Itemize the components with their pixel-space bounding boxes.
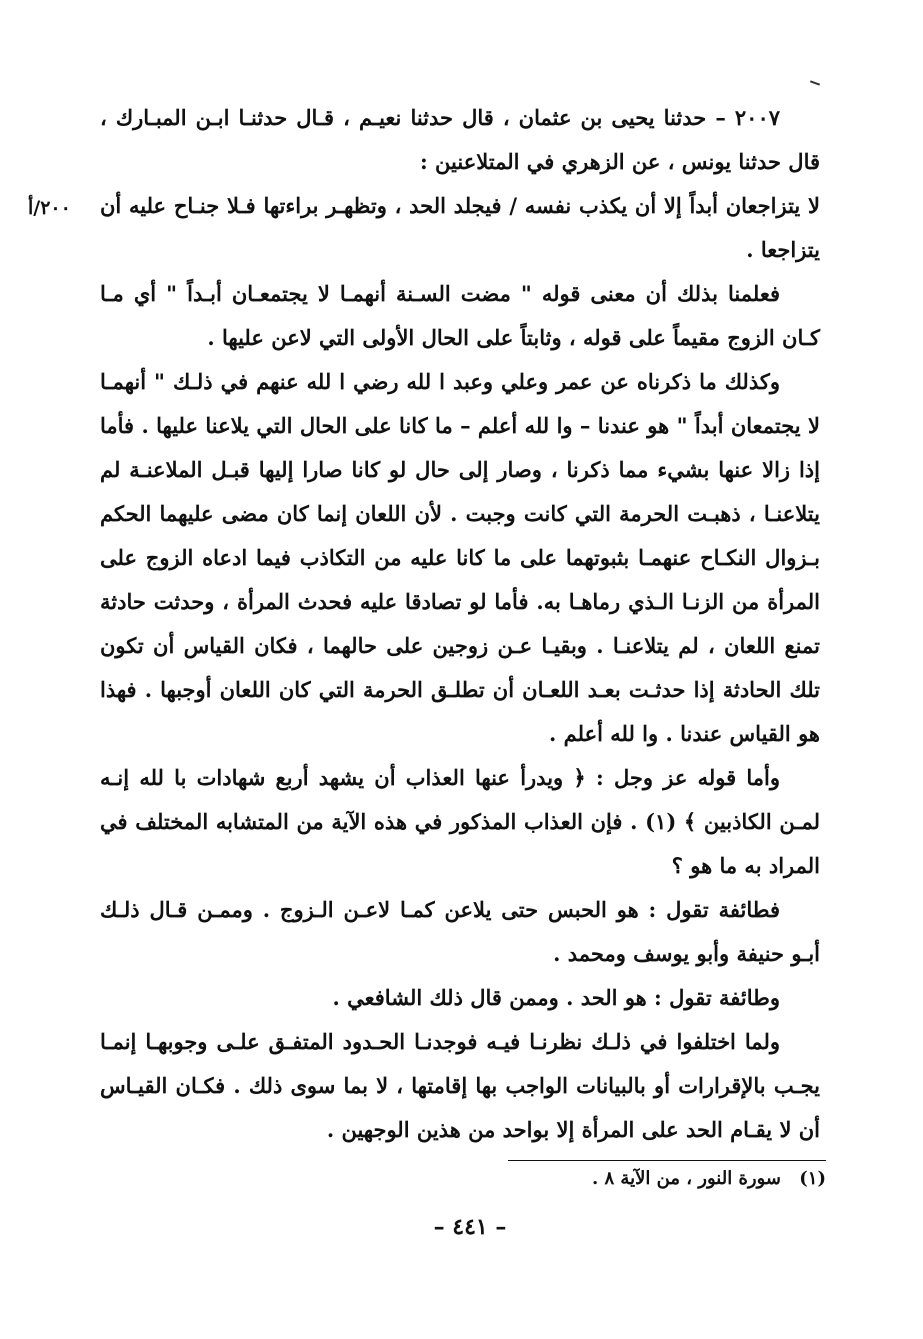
scan-mark xyxy=(810,80,820,85)
paragraph-text: فطائفة تقول : هو الحبس حتى يلاعن كمـا لاعـن الـزوج . وممـن قـال ذلـك أبـو حنيفة وأبو يوسف ومحمد . xyxy=(100,897,820,966)
footnote xyxy=(420,1164,826,1194)
page-number: – ٤٤١ – xyxy=(433,1214,507,1240)
footnote-divider xyxy=(508,1160,826,1161)
paragraph-text: ولما اختلفوا في ذلـك نظرنـا فيـه فوجدنـا الحـدود المتفـق علـى وجوبهـا إنمـا يجـب بالإقرارات أو بالبيانات الواجب بها إقامتها ، لا بما سوى ذلك . فكـان القيـاس أن لا يقـام الحد على المرأة إلا بواحد من هذين الوجهين . xyxy=(100,1029,820,1142)
paragraph-text: لا يتزاجعان أبداً إلا أن يكذب نفسه / فيجلد الحد ، وتظهـر براءتها فـلا جنـاح عليه أن يتزاجعا . xyxy=(100,193,820,262)
paragraph xyxy=(100,1020,820,1152)
paragraph-text: حدثنا يحيى بن عثمان ، قال حدثنا نعيـم ، قـال حدثنـا ابـن المبـارك ، قال حدثنا يونس ، عن الزهري في المتلاعنين : xyxy=(100,105,820,174)
footnote-number: (١) xyxy=(799,1168,826,1189)
main-text xyxy=(100,96,820,1152)
paragraph xyxy=(100,360,820,756)
paragraph-text: وأما قوله عز وجل : ﴿ ويدرأ عنها العذاب أن يشهد أربع شهادات با لله إنـه لمـن الكاذبين ﴾ (١) . فإن العذاب المذكور في هذه الآية من المتشابه المختلف في المراد به ما هو ؟ xyxy=(100,765,820,878)
paragraph-text: فعلمنا بذلك أن معنى قوله " مضت السـنة أنهمـا لا يجتمعـان أبـداً " أي مـا كـان الزوج مقيماً على قوله ، وثابتاً على الحال الأولى التي لاعن عليها . xyxy=(100,281,820,350)
paragraph-text: وكذلك ما ذكرناه عن عمر وعلي وعبد ا لله رضي ا لله عنهم في ذلـك " أنهمـا لا يجتمعان أبداً " هو عندنا – وا لله أعلم – ما كانا على الحال التي يلاعنا عليها . فأما إذا زالا عنها بشيء مما ذكرنا ، وصار إلى حال لو كانا صارا إليها قبـل الملاعنـة لم يتلاعنـا ، ذهبـت الحرمة التي كانت وجبت . لأن اللعان إنما كان مضى عليهما الحكم بـزوال النكـاح عنهمـا بثبوتهما على ما كانا عليه من التكاذب فيما ادعاه الزوج على المرأة من الزنـا الـذي رماهـا به. فأما لو تصادقا عليه فحدث المرأة ، وحدثت حادثة تمنع اللعان ، لم يتلاعنـا . وبقيـا عـن زوجين على حالهما ، فكان القياس أن تكون تلك الحادثة إذا حدثـت بعـد اللعـان أن تطلـق الحرمة التي كان اللعان أوجبها . فهذا هو القياس عندنا . وا لله أعلم . xyxy=(100,369,820,746)
footnote-text: سورة النور ، من الآية ٨ . xyxy=(591,1168,781,1189)
paragraph-text: وطائفة تقول : هو الحد . وممن قال ذلك الشافعي . xyxy=(332,985,780,1010)
paragraph xyxy=(100,888,820,976)
paragraph-hadith xyxy=(100,96,820,184)
paragraph xyxy=(100,184,820,272)
paragraph xyxy=(100,976,820,1020)
paragraph xyxy=(100,756,820,888)
hadith-number: ٢٠٠٧ – xyxy=(715,105,781,130)
margin-folio-note: ٢٠٠/أ xyxy=(28,197,71,219)
paragraph xyxy=(100,272,820,360)
